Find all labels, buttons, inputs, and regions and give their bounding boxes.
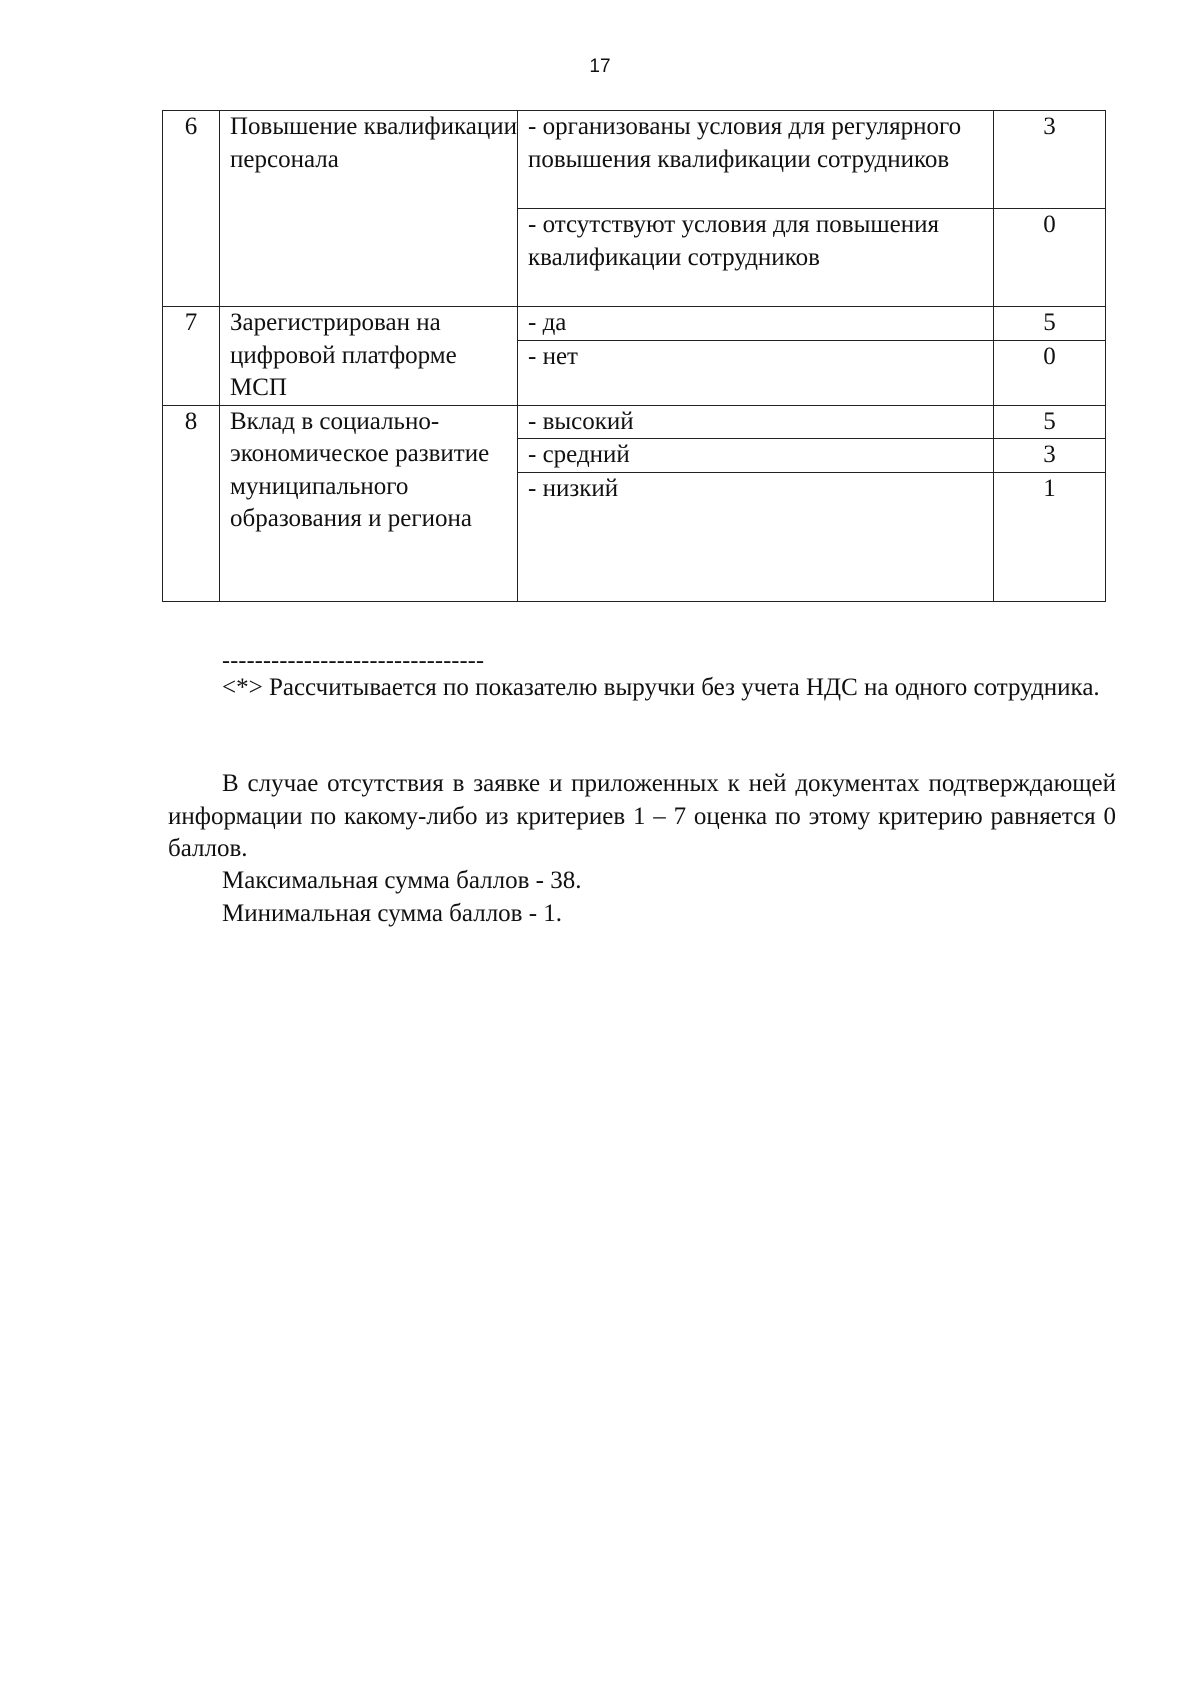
criterion-name: Вклад в социально-экономическое развитие муниципального образования и региона bbox=[220, 405, 518, 601]
criterion-number: 8 bbox=[163, 405, 220, 601]
criterion-score: 3 bbox=[994, 439, 1106, 473]
criterion-option: - отсутствуют условия для повышения квалификации сотрудников bbox=[518, 209, 994, 307]
criterion-score: 3 bbox=[994, 111, 1106, 209]
criterion-option: - средний bbox=[518, 439, 994, 473]
criterion-option: - нет bbox=[518, 340, 994, 405]
table-row bbox=[163, 307, 1106, 341]
criteria-table bbox=[162, 110, 1106, 602]
criterion-option: - высокий bbox=[518, 405, 994, 439]
criterion-score: 5 bbox=[994, 405, 1106, 439]
footnote-separator: -------------------------------- bbox=[222, 648, 485, 674]
criterion-score: 0 bbox=[994, 209, 1106, 307]
max-score-line: Максимальная сумма баллов - 38. bbox=[222, 867, 582, 894]
criterion-option: - низкий bbox=[518, 472, 994, 601]
criterion-number: 6 bbox=[163, 111, 220, 307]
criterion-number: 7 bbox=[163, 307, 220, 406]
criterion-name: Зарегистрирован на цифровой платформе МСП bbox=[220, 307, 518, 406]
criterion-score: 0 bbox=[994, 340, 1106, 405]
missing-info-paragraph: В случае отсутствия в заявке и приложенных к ней документах подтверждающей информации по какому-либо из критериев 1 – 7 оценка по этому критерию равняется 0 баллов. bbox=[168, 770, 1116, 862]
criterion-option: - да bbox=[518, 307, 994, 341]
table-row bbox=[163, 405, 1106, 439]
footnote-text: <*> Рассчитывается по показателю выручки без учета НДС на одного сотрудника. bbox=[222, 674, 1100, 701]
page-number: 17 bbox=[589, 56, 611, 77]
criterion-name: Повышение квалификации персонала bbox=[220, 111, 518, 307]
table-row bbox=[163, 111, 1106, 209]
min-score-line: Минимальная сумма баллов - 1. bbox=[222, 900, 563, 927]
criterion-score: 1 bbox=[994, 472, 1106, 601]
criterion-score: 5 bbox=[994, 307, 1106, 341]
criterion-option: - организованы условия для регулярного повышения квалификации сотрудников bbox=[518, 111, 994, 209]
